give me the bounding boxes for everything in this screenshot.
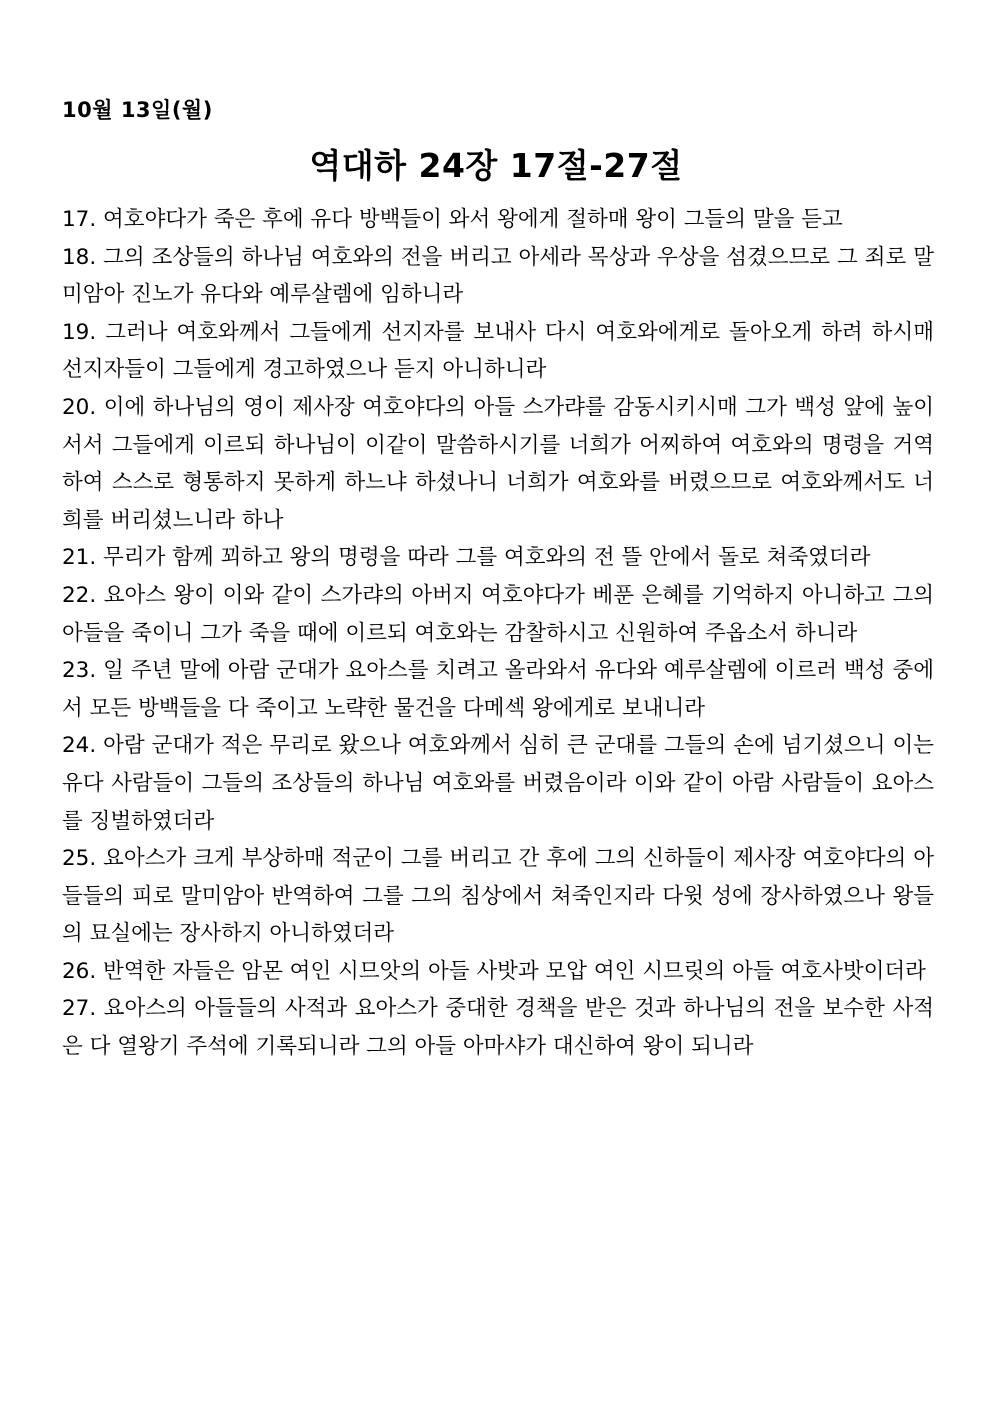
- verse-20: 20. 이에 하나님의 영이 제사장 여호야다의 아들 스가랴를 감동시키시매 그가 백성 앞에 높이 서서 그들에게 이르되 하나님이 이같이 말씀하시기를 너희가 어찌하여 여호와의 명령을 거역하여 스스로 형통하지 못하게 하느냐 하셨나니 너희가 여호와를 버렸으므로 여호와께서도 너희를 버리셨느니라 하나: [62, 394, 934, 533]
- verse-27: 27. 요아스의 아들들의 사적과 요아스가 중대한 경책을 받은 것과 하나님의 전을 보수한 사적은 다 열왕기 주석에 기록되니라 그의 아들 아마샤가 대신하여 왕이 되니라: [62, 996, 934, 1060]
- verse-23: 23. 일 주년 말에 아람 군대가 요아스를 치려고 올라와서 유다와 예루살렘에 이르러 백성 중에서 모든 방백들을 다 죽이고 노략한 물건을 다메섹 왕에게로 보내니라: [62, 658, 934, 721]
- verse-17: 17. 여호야다가 죽은 후에 유다 방백들이 와서 왕에게 절하매 왕이 그들의 말을 듣고: [62, 207, 843, 232]
- page-title: 역대하 24장 17절-27절: [309, 146, 683, 185]
- verse-24: 24. 아람 군대가 적은 무리로 왔으나 여호와께서 심히 큰 군대를 그들의 손에 넘기셨으니 이는 유다 사람들이 그들의 조상들의 하나님 여호와를 버렸음이라 이와 같이 아람 사람들이 요아스를 징벌하였더라: [62, 733, 934, 834]
- verse-26: 26. 반역한 자들은 암몬 여인 시므앗의 아들 사밧과 모압 여인 시므릿의 아들 여호사밧이더라: [62, 958, 926, 984]
- verse-21: 21. 무리가 함께 꾀하고 왕의 명령을 따라 그를 여호와의 전 뜰 안에서 돌로 쳐죽였더라: [62, 545, 871, 571]
- verse-list: [62, 201, 934, 1066]
- verse-25: 25. 요아스가 크게 부상하매 적군이 그를 버리고 간 후에 그의 신하들이 제사장 여호야다의 아들들의 피로 말미암아 반역하여 그를 그의 침상에서 쳐죽인지라 다윗 성에 장사하였으나 왕들의 묘실에는 장사하지 아니하였더라: [62, 846, 934, 947]
- verse-19: 19. 그러나 여호와께서 그들에게 선지자를 보내사 다시 여호와에게로 돌아오게 하려 하시매 선지자들이 그들에게 경고하였으나 듣지 아니하니라: [62, 319, 934, 383]
- date-heading: 10월 13일(월): [62, 98, 213, 122]
- verse-18: 18. 그의 조상들의 하나님 여호와의 전을 버리고 아세라 목상과 우상을 섬겼으므로 그 죄로 말미암아 진노가 유다와 예루살렘에 임하니라: [62, 244, 934, 308]
- verse-22: 22. 요아스 왕이 이와 같이 스가랴의 아버지 여호야다가 베푼 은혜를 기억하지 아니하고 그의 아들을 죽이니 그가 죽을 때에 이르되 여호와는 감찰하시고 신원하여 주옵소서 하니라: [62, 582, 934, 646]
